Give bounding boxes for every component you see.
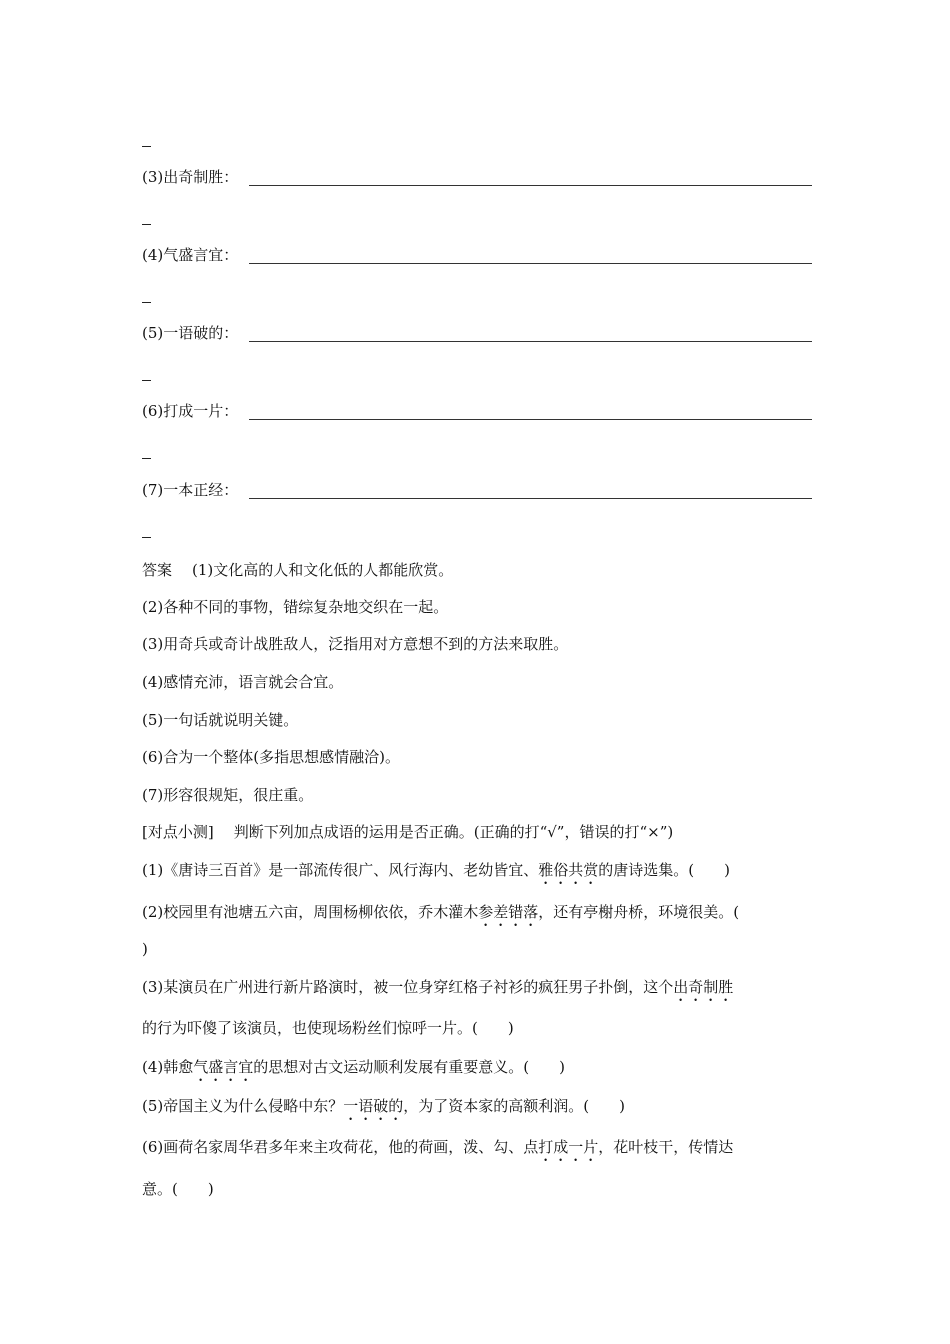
blank-row-3[interactable] [142, 166, 812, 190]
emphasized-idiom: 出奇制胜 [673, 978, 734, 996]
question-4 [142, 1056, 565, 1085]
emphasized-idiom: 打成一片 [538, 1138, 599, 1156]
question-text: (4)韩愈 [142, 1058, 194, 1076]
answer-blank-line[interactable] [249, 419, 812, 420]
answer-item: (4)感情充沛，语言就会合宜。 [142, 673, 344, 691]
blank-row-5[interactable] [142, 322, 812, 346]
question-text: 意。( ) [142, 1180, 214, 1198]
answer-item: (7)形容很规矩，很庄重。 [142, 786, 314, 804]
question-text: ，花叶枝干，传情达 [598, 1138, 734, 1156]
line-end-dash [142, 458, 151, 459]
answer-item: (2)各种不同的事物，错综复杂地交织在一起。 [142, 598, 449, 616]
answer-blank-line[interactable] [249, 498, 812, 499]
practice-instruction: 判断下列加点成语的运用是否正确。(正确的打“√”，错误的打“×”) [233, 823, 674, 841]
question-text: ，为了资本家的高额利润。( ) [403, 1097, 625, 1115]
question-3 [142, 976, 733, 1005]
line-end-dash [142, 380, 151, 381]
answer-line-1 [142, 559, 453, 580]
blank-label: (6)打成一片： [142, 402, 239, 420]
question-text: 的唐诗选集。( ) [598, 861, 730, 879]
practice-tag: [对点小测] [142, 823, 214, 841]
answer-item: (5)一句话就说明关键。 [142, 711, 299, 729]
question-text: (1)《唐诗三百首》是一部流传很广、风行海内、老幼皆宜、 [142, 861, 539, 879]
line-end-dash [142, 302, 151, 303]
blank-label: (5)一语破的： [142, 324, 239, 342]
blank-label: (3)出奇制胜： [142, 168, 239, 186]
emphasized-idiom: 参差错落 [478, 903, 539, 921]
line-end-dash [142, 537, 151, 538]
question-text: ) [142, 940, 148, 958]
blank-label: (4)气盛言宜： [142, 246, 239, 264]
question-1 [142, 859, 730, 888]
question-text: (2)校园里有池塘五六亩，周围杨柳依依，乔木灌木 [142, 903, 479, 921]
question-text: 的思想对古文运动顺利发展有重要意义。( ) [253, 1058, 565, 1076]
emphasized-idiom: 气盛言宜 [193, 1058, 254, 1076]
question-text: (5)帝国主义为什么侵略中东？ [142, 1097, 344, 1115]
blank-row-7[interactable] [142, 479, 812, 503]
answer-blank-line[interactable] [249, 263, 812, 264]
blank-row-4[interactable] [142, 244, 812, 268]
line-end-dash [142, 224, 151, 225]
blank-label: (7)一本正经： [142, 481, 239, 499]
question-text: 的行为吓傻了该演员，也使现场粉丝们惊呼一片。( ) [142, 1019, 514, 1037]
answer-item: (1)文化高的人和文化低的人都能欣赏。 [192, 561, 454, 579]
question-2 [142, 901, 739, 930]
blank-row-6[interactable] [142, 400, 812, 424]
question-text: (3)某演员在广州进行新片路演时，被一位身穿红格子衬衫的疯狂男子扑倒，这个 [142, 978, 674, 996]
emphasized-idiom: 雅俗共赏 [538, 861, 599, 879]
answer-item: (6)合为一个整体(多指思想感情融洽)。 [142, 748, 400, 766]
practice-heading [142, 821, 673, 842]
answer-blank-line[interactable] [249, 341, 812, 342]
emphasized-idiom: 一语破的 [343, 1097, 404, 1115]
question-5 [142, 1095, 625, 1124]
question-text: ，还有亭榭舟桥，环境很美。( [538, 903, 740, 921]
line-end-dash [142, 146, 151, 147]
question-6 [142, 1136, 733, 1165]
answer-blank-line[interactable] [249, 185, 812, 186]
answer-item: (3)用奇兵或奇计战胜敌人，泛指用对方意想不到的方法来取胜。 [142, 635, 569, 653]
answer-heading: 答案 [142, 561, 173, 579]
question-text: (6)画荷名家周华君多年来主攻荷花，他的荷画，泼、勾、点 [142, 1138, 539, 1156]
